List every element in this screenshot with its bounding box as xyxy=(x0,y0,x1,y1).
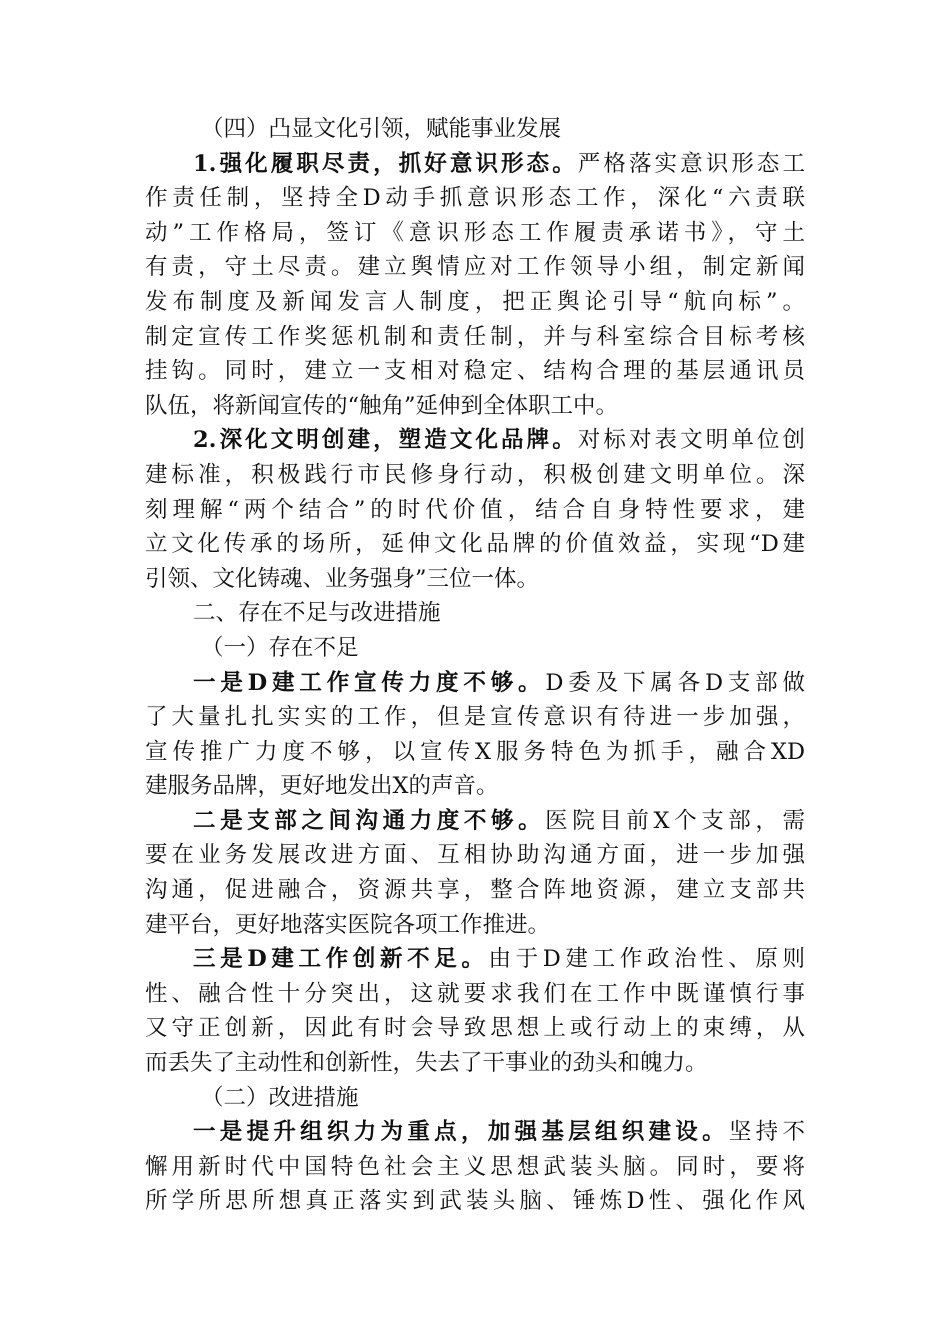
paragraph-line: 建标准，积极践行市民修身行动，积极创建文明单位。深 xyxy=(145,461,805,488)
paragraph-line: 建服务品牌，更好地发出X的声音。 xyxy=(145,773,499,800)
paragraph-lead: 二是支部之间沟通力度不够。 xyxy=(193,807,546,834)
section-heading-four: （四）凸显文化引领，赋能事业发展 xyxy=(201,116,562,142)
section-heading-two: 二、存在不足与改进措施 xyxy=(193,600,441,627)
paragraph-line: 二是支部之间沟通力度不够。医院目前X个支部，需 xyxy=(193,807,805,834)
paragraph-line: 有责，守土尽责。建立舆情应对工作领导小组，制定新闻 xyxy=(145,254,805,281)
paragraph-lead: 一是D建工作宣传力度不够。 xyxy=(193,669,546,696)
paragraph-line: 动”工作格局，签订《意识形态工作履责承诺书》，守土 xyxy=(145,219,805,246)
paragraph-line: 性、融合性十分突出，这就要求我们在工作中既谨慎行事 xyxy=(145,980,805,1007)
paragraph-line: 立文化传承的场所，延伸文化品牌的价值效益，实现“D建 xyxy=(145,531,805,558)
subsection-heading-one: （一）存在不足 xyxy=(201,634,359,661)
paragraph-lead: 一是提升组织力为重点，加强基层组织建设。 xyxy=(193,1119,729,1146)
paragraph-line: 发布制度及新闻发言人制度，把正舆论引导“航向标”。 xyxy=(145,288,805,315)
paragraph-line: 三是D建工作创新不足。由于D建工作政治性、原则 xyxy=(193,946,805,973)
paragraph-line: 作责任制，坚持全D动手抓意识形态工作，深化“六责联 xyxy=(145,185,805,212)
document-page xyxy=(145,112,805,1219)
paragraph-lead: 1.强化履职尽责，抓好意识形态。 xyxy=(193,150,578,177)
paragraph-line: 刻理解“两个结合”的时代价值，结合自身特性要求，建 xyxy=(145,496,805,523)
paragraph-line: 挂钩。同时，建立一支相对稳定、结构合理的基层通讯员 xyxy=(145,358,805,385)
paragraph-line: 了大量扎扎实实的工作，但是宣传意识有待进一步加强， xyxy=(145,704,805,731)
paragraph-lead: 2.深化文明创建，塑造文化品牌。 xyxy=(193,427,578,454)
paragraph-line: 2.深化文明创建，塑造文化品牌。对标对表文明单位创 xyxy=(193,427,805,454)
paragraph-line: 建平台，更好地落实医院各项工作推进。 xyxy=(145,911,551,938)
paragraph-line: 制定宣传工作奖惩机制和责任制，并与科室综合目标考核 xyxy=(145,323,805,350)
paragraph-line: 而丢失了主动性和创新性，失去了干事业的劲头和魄力。 xyxy=(145,1050,708,1077)
paragraph-line: 要在业务发展改进方面、互相协助沟通方面，进一步加强 xyxy=(145,842,805,869)
paragraph-line: 懈用新时代中国特色社会主义思想武装头脑。同时，要将 xyxy=(145,1153,805,1180)
paragraph-line: 宣传推广力度不够，以宣传X服务特色为抓手，融合XD xyxy=(145,738,805,765)
subsection-heading-two: （二）改进措施 xyxy=(201,1084,359,1111)
paragraph-line: 所学所思所想真正落实到武装头脑、锤炼D性、强化作风 xyxy=(145,1188,805,1215)
paragraph-line: 一是提升组织力为重点，加强基层组织建设。坚持不 xyxy=(193,1119,805,1146)
paragraph-lead: 三是D建工作创新不足。 xyxy=(193,946,489,973)
paragraph-line: 引领、文化铸魂、业务强身”三位一体。 xyxy=(145,565,540,592)
paragraph-line: 又守正创新，因此有时会导致思想上或行动上的束缚，从 xyxy=(145,1015,805,1042)
paragraph-line: 1.强化履职尽责，抓好意识形态。严格落实意识形态工 xyxy=(193,150,805,177)
paragraph-line: 一是D建工作宣传力度不够。D委及下属各D支部做 xyxy=(193,669,805,696)
paragraph-line: 沟通，促进融合，资源共享，整合阵地资源，建立支部共 xyxy=(145,877,805,904)
paragraph-line: 队伍，将新闻宣传的“触角”延伸到全体职工中。 xyxy=(145,392,619,419)
